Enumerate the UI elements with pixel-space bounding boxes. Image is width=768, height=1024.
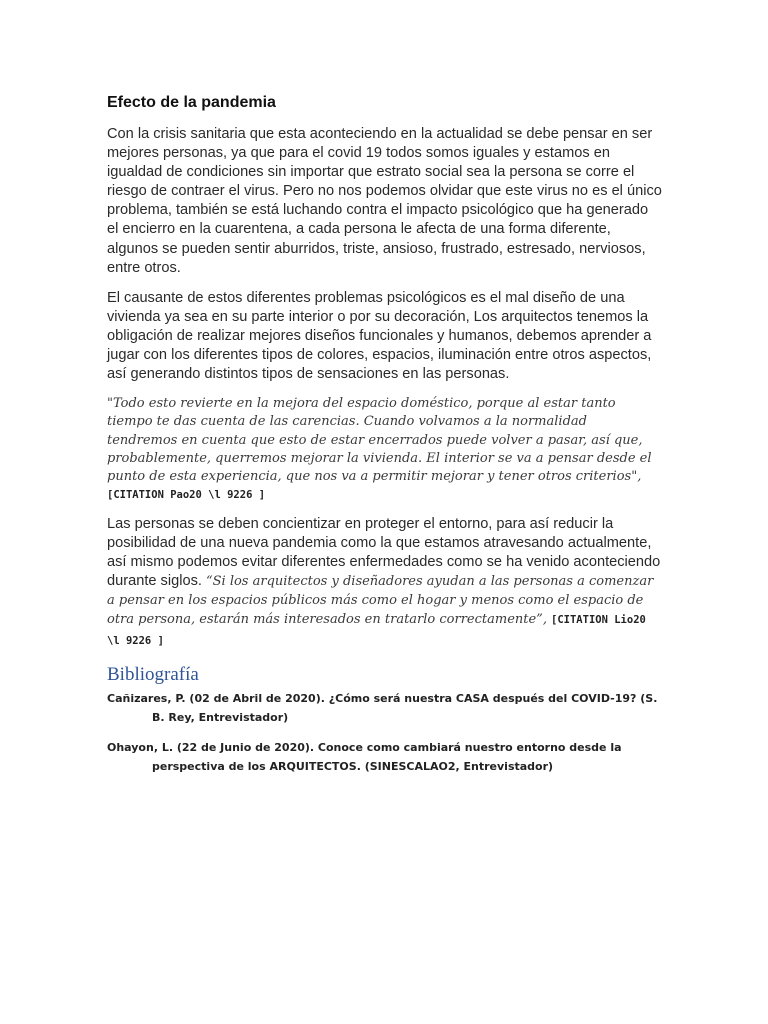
section-heading: Efecto de la pandemia	[107, 94, 276, 111]
citation-field: [CITATION Lio20 \l 9226 ]	[107, 614, 646, 647]
paragraph-2: El causante de estos diferentes problemas psicológicos es el mal diseño de una vivienda ya sea en su parte interior o por su decoración, Los arquitectos tenemos la obligación de realizar mejores diseños funcionales y humanos, debemos aprender a jugar con los diferentes tipos de colores, espacios, iluminación entre otros aspectos, así generando distintos tipos de sensaciones en las personas.	[107, 290, 652, 383]
bibliography-entry: Ohayon, L. (22 de Junio de 2020). Conoce como cambiará nuestro entorno desde la perspectiva de los ARQUITECTOS. (SINESCALAO2, Entrevistador)	[107, 741, 622, 773]
paragraph-4-text: Las personas se deben concientizar en proteger el entorno, para así reducir la posibilidad de una nueva pandemia como la que estamos atravesando actualmente, así mismo podemos evitar diferentes enfermedades como se ha venido aconteciendo durante siglos.	[107, 516, 661, 590]
citation-field: [CITATION Pao20 \l 9226 ]	[107, 489, 266, 502]
paragraph-4	[107, 515, 662, 651]
block-quote	[107, 395, 652, 505]
inline-quote: “Si los arquitectos y diseñadores ayudan a las personas a comenzar a pensar en los espacios públicos más como el hogar y menos como el espacio de otra persona, estarán más interesados en tratarlo correctamente”,	[107, 574, 654, 628]
bibliography-heading: Bibliografía	[107, 664, 199, 685]
bibliography-entry: Cañizares, P. (02 de Abril de 2020). ¿Cómo será nuestra CASA después del COVID-19? (S. B. Rey, Entrevistador)	[107, 692, 658, 724]
paragraph-1: Con la crisis sanitaria que esta aconteciendo en la actualidad se debe pensar en ser mejores personas, ya que para el covid 19 todos somos iguales y estamos en igualdad de condiciones sin importar que estrato social sea la persona se corre el riesgo de contraer el virus. Pero no nos podemos olvidar que este virus no es el único problema, también se está luchando contra el impacto psicológico que ha generado el encierro en la cuarentena, a cada persona le afecta de una forma diferente, algunos se pueden sentir aburridos, triste, ansioso, frustrado, estresado, nerviosos, entre otros.	[107, 126, 662, 276]
quote-text: "Todo esto revierte en la mejora del espacio doméstico, porque al estar tanto tiempo te das cuenta de las carencias. Cuando volvamos a la normalidad tendremos en cuenta que esto de estar encerrados puede volver a pasar, así que, probablemente, querremos mejorar la vivienda. El interior se va a pensar desde el punto de esta experiencia, que nos va a permitir mejorar y tener otros criterios",	[107, 396, 652, 485]
